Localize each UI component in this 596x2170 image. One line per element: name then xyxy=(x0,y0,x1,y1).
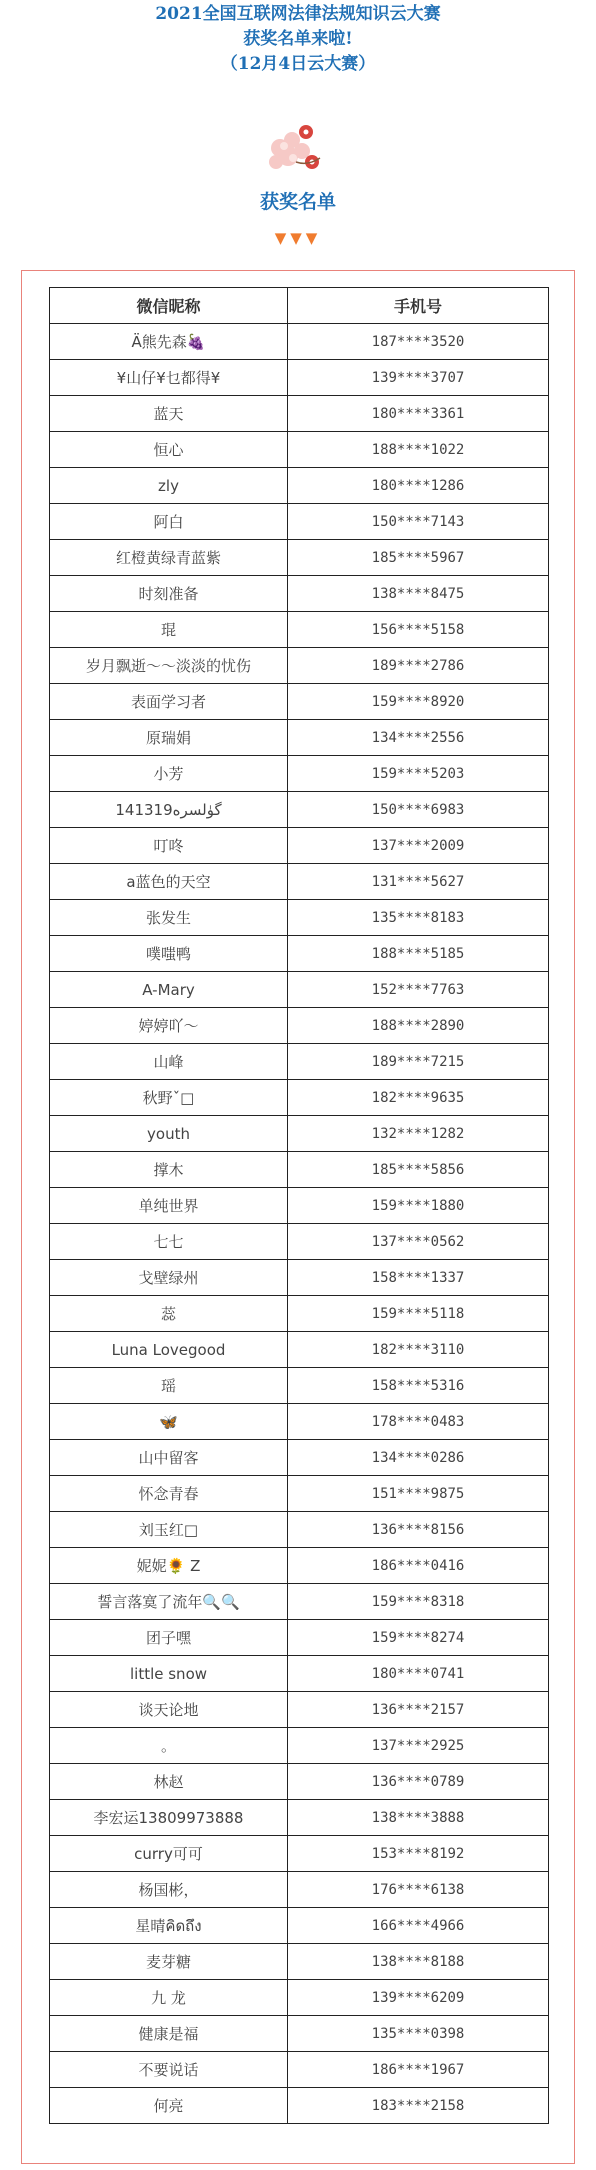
table-row xyxy=(50,1404,549,1440)
table-row xyxy=(50,540,549,576)
winner-nickname: 红橙黄绿青蓝紫 xyxy=(50,540,288,576)
winner-phone: 159****5203 xyxy=(288,756,549,792)
table-row xyxy=(50,1656,549,1692)
winner-phone: 156****5158 xyxy=(288,612,549,648)
winner-phone: 188****2890 xyxy=(288,1008,549,1044)
winner-phone: 158****1337 xyxy=(288,1260,549,1296)
cherry-blossom-flower-icon xyxy=(262,118,334,180)
winner-phone: 189****2786 xyxy=(288,648,549,684)
headline-title: 2021全国互联网法律法规知识云大赛 xyxy=(155,4,441,24)
table-row xyxy=(50,684,549,720)
winner-nickname: 林赵 xyxy=(50,1764,288,1800)
winner-phone: 166****4966 xyxy=(288,1908,549,1944)
column-header-nickname: 微信昵称 xyxy=(50,288,288,324)
triangle-down-icon: ▼▼▼ xyxy=(274,229,322,247)
table-row xyxy=(50,396,549,432)
winner-phone: 187****3520 xyxy=(288,324,549,360)
winner-phone: 131****5627 xyxy=(288,864,549,900)
table-row xyxy=(50,576,549,612)
winner-nickname: 小芳 xyxy=(50,756,288,792)
winner-phone: 150****6983 xyxy=(288,792,549,828)
winner-nickname: 恒心 xyxy=(50,432,288,468)
table-row xyxy=(50,1044,549,1080)
winner-nickname: 星晴คิดถึง xyxy=(50,1908,288,1944)
winner-phone: 139****3707 xyxy=(288,360,549,396)
winner-phone: 178****0483 xyxy=(288,1404,549,1440)
winner-phone: 136****8156 xyxy=(288,1512,549,1548)
table-row xyxy=(50,936,549,972)
winner-phone: 159****8318 xyxy=(288,1584,549,1620)
winner-nickname: 岁月飘逝～～淡淡的忧伤 xyxy=(50,648,288,684)
winner-nickname: little snow xyxy=(50,1656,288,1692)
table-row xyxy=(50,1620,549,1656)
headline-date: （12月4日云大赛） xyxy=(220,54,376,74)
winner-phone: 185****5967 xyxy=(288,540,549,576)
winner-phone: 185****5856 xyxy=(288,1152,549,1188)
winner-phone: 135****0398 xyxy=(288,2016,549,2052)
winner-nickname: youth xyxy=(50,1116,288,1152)
winner-nickname: 蓝天 xyxy=(50,396,288,432)
table-row xyxy=(50,1116,549,1152)
winner-nickname: 表面学习者 xyxy=(50,684,288,720)
winner-phone: 137****0562 xyxy=(288,1224,549,1260)
winner-nickname: 瑶 xyxy=(50,1368,288,1404)
article-header xyxy=(0,0,596,77)
winner-nickname: 刘玉红□ xyxy=(50,1512,288,1548)
table-row xyxy=(50,1764,549,1800)
winner-phone: 159****8920 xyxy=(288,684,549,720)
table-row xyxy=(50,1584,549,1620)
winner-phone: 136****2157 xyxy=(288,1692,549,1728)
table-row xyxy=(50,1440,549,1476)
winner-nickname: zly xyxy=(50,468,288,504)
winner-nickname: curry可可 xyxy=(50,1836,288,1872)
winner-phone: 186****1967 xyxy=(288,2052,549,2088)
table-row xyxy=(50,1512,549,1548)
table-row xyxy=(50,972,549,1008)
winner-phone: 189****7215 xyxy=(288,1044,549,1080)
table-row xyxy=(50,900,549,936)
winner-phone: 183****2158 xyxy=(288,2088,549,2124)
winner-nickname: 山中留客 xyxy=(50,1440,288,1476)
winner-phone: 150****7143 xyxy=(288,504,549,540)
winner-nickname: A-Mary xyxy=(50,972,288,1008)
winner-phone: 180****0741 xyxy=(288,1656,549,1692)
table-row xyxy=(50,1800,549,1836)
table-row xyxy=(50,648,549,684)
table-row xyxy=(50,1476,549,1512)
winner-nickname: 单纯世界 xyxy=(50,1188,288,1224)
table-row xyxy=(50,1692,549,1728)
table-row xyxy=(50,432,549,468)
winner-nickname: 🦋 xyxy=(50,1404,288,1440)
table-row xyxy=(50,720,549,756)
winners-table xyxy=(49,287,549,2124)
winner-phone: 136****0789 xyxy=(288,1764,549,1800)
winner-nickname: 山峰 xyxy=(50,1044,288,1080)
winner-nickname: 七七 xyxy=(50,1224,288,1260)
winner-nickname: 叮咚 xyxy=(50,828,288,864)
winner-nickname: 141319گۈلسرە xyxy=(50,792,288,828)
winner-nickname: 阿白 xyxy=(50,504,288,540)
table-row xyxy=(50,828,549,864)
table-row xyxy=(50,1260,549,1296)
winner-nickname: ¥山仔¥乜都得¥ xyxy=(50,360,288,396)
table-row xyxy=(50,1944,549,1980)
table-row xyxy=(50,1008,549,1044)
winner-phone: 159****1880 xyxy=(288,1188,549,1224)
winner-phone: 158****5316 xyxy=(288,1368,549,1404)
headline-subtitle: 获奖名单来啦! xyxy=(243,29,353,49)
section-title: 获奖名单 xyxy=(259,191,336,213)
table-row xyxy=(50,2052,549,2088)
winner-phone: 182****9635 xyxy=(288,1080,549,1116)
winner-nickname: 谈天论地 xyxy=(50,1692,288,1728)
winner-phone: 134****0286 xyxy=(288,1440,549,1476)
winner-phone: 138****3888 xyxy=(288,1800,549,1836)
winner-phone: 153****8192 xyxy=(288,1836,549,1872)
table-row xyxy=(50,1224,549,1260)
winner-nickname: 妮妮🌻 Z xyxy=(50,1548,288,1584)
winner-nickname: 婷婷吖～ xyxy=(50,1008,288,1044)
winner-phone: 138****8475 xyxy=(288,576,549,612)
winner-phone: 137****2925 xyxy=(288,1728,549,1764)
table-row xyxy=(50,360,549,396)
winner-nickname: Ä熊先森🍇 xyxy=(50,324,288,360)
winner-nickname: 戈壁绿州 xyxy=(50,1260,288,1296)
winner-phone: 159****5118 xyxy=(288,1296,549,1332)
winner-nickname: 蕊 xyxy=(50,1296,288,1332)
table-row xyxy=(50,1980,549,2016)
winner-phone: 176****6138 xyxy=(288,1872,549,1908)
winner-phone: 152****7763 xyxy=(288,972,549,1008)
winner-nickname: 怀念青春 xyxy=(50,1476,288,1512)
winner-nickname: 李宏运13809973888 xyxy=(50,1800,288,1836)
table-row xyxy=(50,864,549,900)
winner-nickname: a蓝色的天空 xyxy=(50,864,288,900)
table-row xyxy=(50,1152,549,1188)
winner-nickname: 不要说话 xyxy=(50,2052,288,2088)
table-row xyxy=(50,1728,549,1764)
winner-nickname: 秋野ˇ□ xyxy=(50,1080,288,1116)
table-row xyxy=(50,792,549,828)
table-row xyxy=(50,2016,549,2052)
winner-phone: 180****3361 xyxy=(288,396,549,432)
winner-phone: 138****8188 xyxy=(288,1944,549,1980)
winner-phone: 188****5185 xyxy=(288,936,549,972)
winner-nickname: 九 龙 xyxy=(50,1980,288,2016)
table-row xyxy=(50,2088,549,2124)
winner-nickname: 誓言落寞了流年🔍🔍 xyxy=(50,1584,288,1620)
winner-nickname: 原瑞娟 xyxy=(50,720,288,756)
winner-nickname: 时刻准备 xyxy=(50,576,288,612)
table-row xyxy=(50,324,549,360)
table-row xyxy=(50,1332,549,1368)
table-row xyxy=(50,1296,549,1332)
winner-nickname: 张发生 xyxy=(50,900,288,936)
winner-nickname: 团子嘿 xyxy=(50,1620,288,1656)
table-row xyxy=(50,1368,549,1404)
winner-nickname: Luna Lovegood xyxy=(50,1332,288,1368)
table-row xyxy=(50,1872,549,1908)
table-row xyxy=(50,468,549,504)
winner-nickname: 琨 xyxy=(50,612,288,648)
winner-nickname: 撑木 xyxy=(50,1152,288,1188)
winner-nickname: 。 xyxy=(50,1728,288,1764)
winner-phone: 186****0416 xyxy=(288,1548,549,1584)
table-row xyxy=(50,1836,549,1872)
table-row xyxy=(50,504,549,540)
winner-nickname: 麦芽糖 xyxy=(50,1944,288,1980)
winner-phone: 188****1022 xyxy=(288,432,549,468)
winner-phone: 159****8274 xyxy=(288,1620,549,1656)
table-row xyxy=(50,1908,549,1944)
winner-phone: 182****3110 xyxy=(288,1332,549,1368)
winner-phone: 135****8183 xyxy=(288,900,549,936)
table-row xyxy=(50,612,549,648)
winner-nickname: 何亮 xyxy=(50,2088,288,2124)
column-header-phone: 手机号 xyxy=(288,288,549,324)
winner-phone: 139****6209 xyxy=(288,1980,549,2016)
winner-phone: 132****1282 xyxy=(288,1116,549,1152)
table-row xyxy=(50,1548,549,1584)
winner-nickname: 噗嗤鸭 xyxy=(50,936,288,972)
winner-phone: 137****2009 xyxy=(288,828,549,864)
winner-phone: 180****1286 xyxy=(288,468,549,504)
table-row xyxy=(50,1080,549,1116)
winner-phone: 134****2556 xyxy=(288,720,549,756)
winner-nickname: 杨国彬， xyxy=(50,1872,288,1908)
table-row xyxy=(50,1188,549,1224)
winner-phone: 151****9875 xyxy=(288,1476,549,1512)
table-row xyxy=(50,756,549,792)
winner-nickname: 健康是福 xyxy=(50,2016,288,2052)
table-header-row xyxy=(50,288,549,324)
